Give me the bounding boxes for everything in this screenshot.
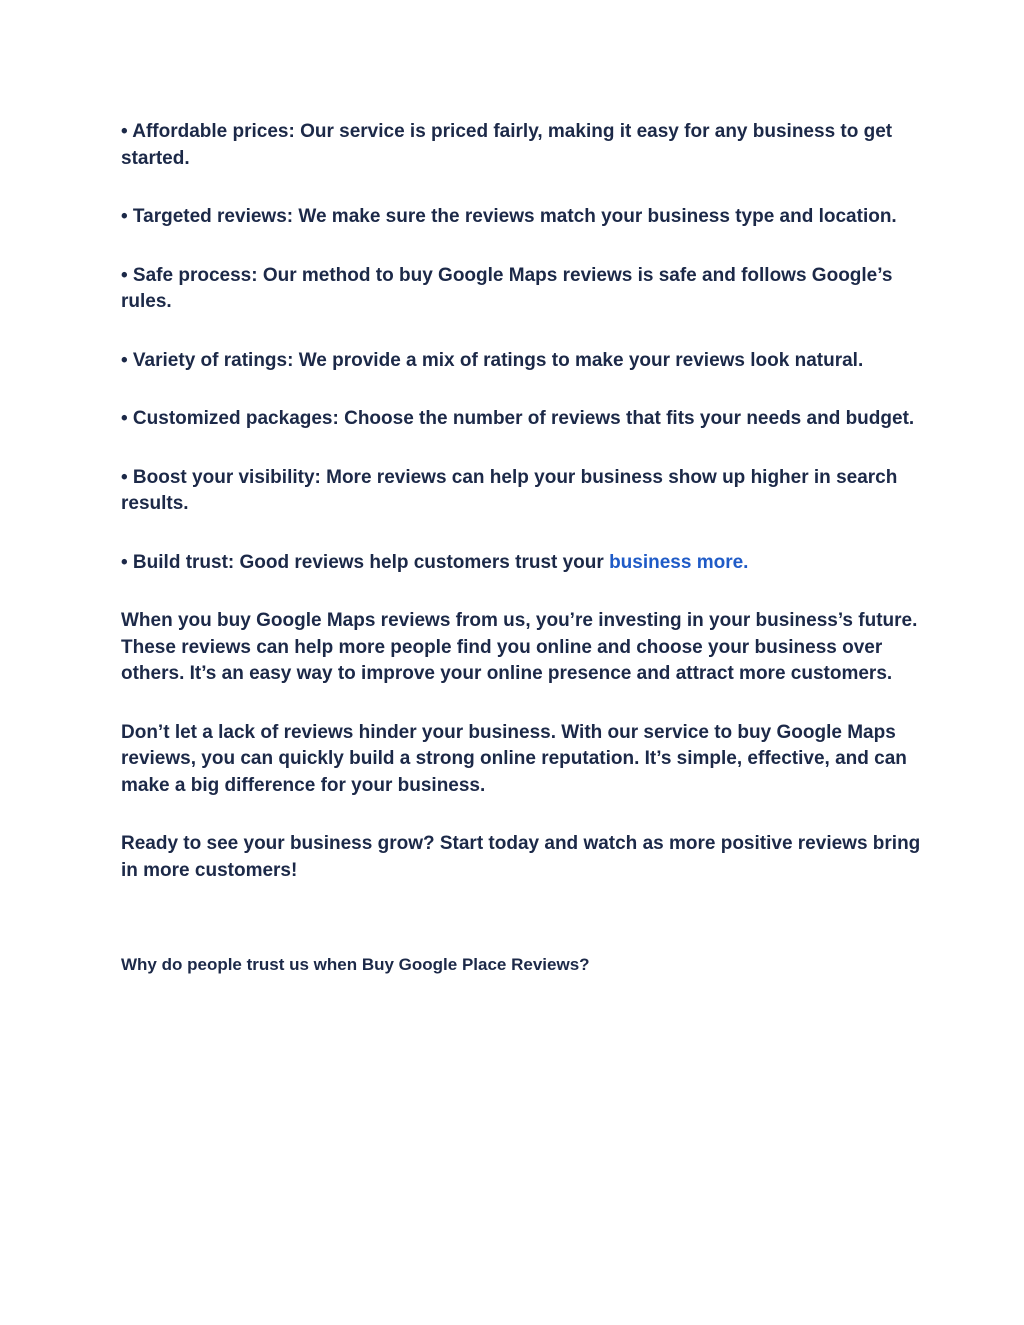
- section-heading: Why do people trust us when Buy Google Place Reviews?: [121, 955, 590, 974]
- business-more-link[interactable]: business more.: [609, 551, 749, 573]
- paragraph-call-to-action: Ready to see your business grow? Start today and watch as more positive reviews bring in more customers!: [121, 833, 921, 881]
- paragraph-investing-future: When you buy Google Maps reviews from us, you’re investing in your business’s future. These reviews can help more people find you online and choose your business over others. It’s an easy way to improve your online presence and attract more customers.: [121, 610, 918, 684]
- paragraph-online-reputation: Don’t let a lack of reviews hinder your business. With our service to buy Google Maps reviews, you can quickly build a strong online reputation. It’s simple, effective, and can make a big difference for your business.: [121, 721, 907, 796]
- bullet-build-trust-text: • Build trust: Good reviews help customers trust your: [121, 551, 610, 573]
- bullet-customized-packages: • Customized packages: Choose the number of reviews that fits your needs and budget.: [121, 408, 915, 429]
- bullet-build-trust: [121, 550, 921, 577]
- document-page: [121, 119, 921, 976]
- bullet-boost-visibility: • Boost your visibility: More reviews can help your business show up higher in search results.: [121, 466, 898, 514]
- bullet-variety-of-ratings: • Variety of ratings: We provide a mix of ratings to make your reviews look natural.: [121, 349, 864, 371]
- bullet-safe-process: • Safe process: Our method to buy Google Maps reviews is safe and follows Google’s rules.: [121, 264, 893, 312]
- bullet-affordable-prices: • Affordable prices: Our service is priced fairly, making it easy for any business to get started.: [121, 121, 893, 169]
- bullet-targeted-reviews: • Targeted reviews: We make sure the reviews match your business type and location.: [121, 206, 897, 227]
